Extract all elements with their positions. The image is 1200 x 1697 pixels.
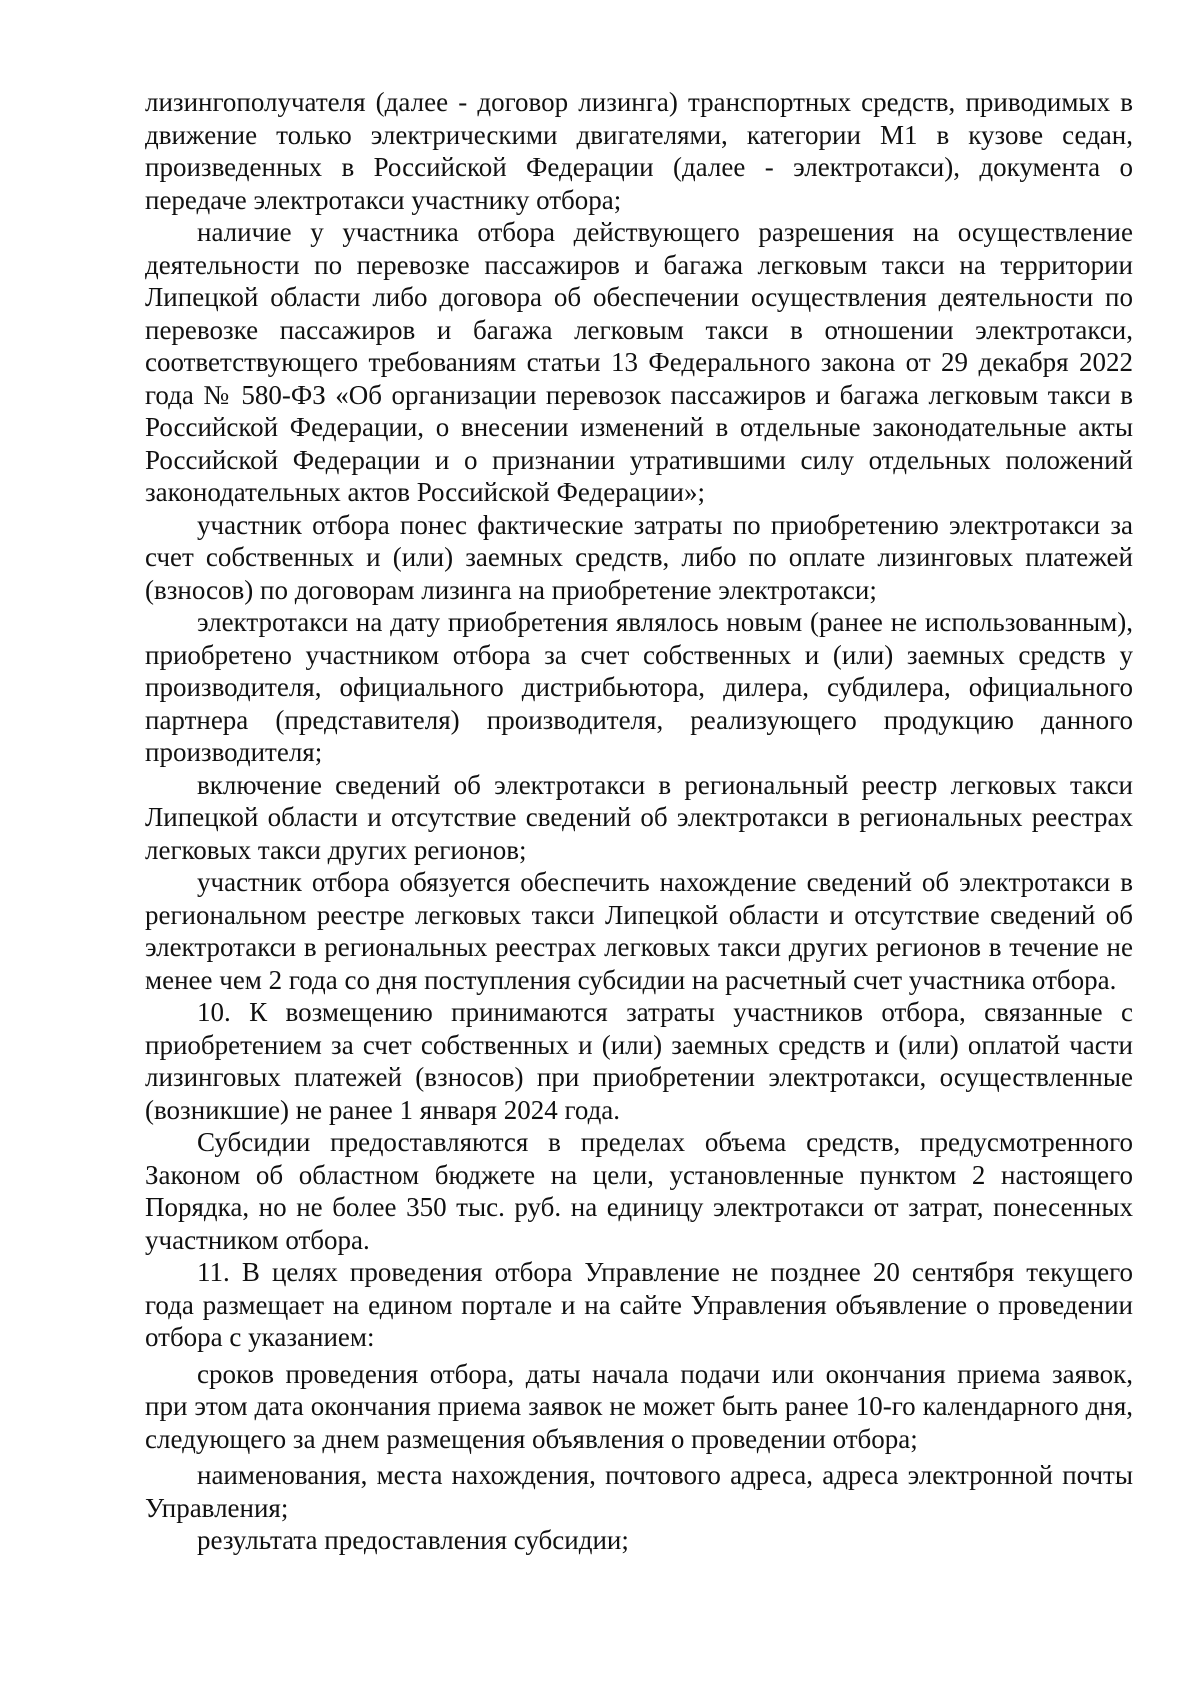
document-page (145, 86, 1133, 1557)
paragraph-subsidy-limit: Субсидии предоставляются в пределах объема средств, предусмотренного Законом об областном бюджете на цели, установленные пунктом 2 настоящего Порядка, но не более 350 тыс. руб. на единицу электротакси от затрат, понесенных участником отбора. (145, 1127, 1133, 1255)
paragraph-result: результата предоставления субсидии; (197, 1525, 629, 1555)
paragraph-new-vehicle: электротакси на дату приобретения являлось новым (ранее не использованным), приобретено участником отбора за счет собственных и (или) заемных средств у производителя, официального дистрибьютора, дилера, субдилера, официального партнера (представителя) производителя, реализующего продукцию данного производителя; (145, 607, 1133, 767)
paragraph-deadlines: сроков проведения отбора, даты начала подачи или окончания приема заявок, при этом дата окончания приема заявок не может быть ранее 10-го календарного дня, следующего за днем размещения объявления о проведении отбора; (145, 1358, 1133, 1454)
paragraph-permit-requirement: наличие у участника отбора действующего разрешения на осуществление деятельности по перевозке пассажиров и багажа легковым такси на территории Липецкой области либо договора об обеспечении осуществления деятельности по перевозке пассажиров и багажа легковым такси в отношении электротакси, соответствующего требованиям статьи 13 Федерального закона от 29 декабря 2022 года № 580-ФЗ «Об организации перевозок пассажиров и багажа легковым такси в Российской Федерации, о внесении изменений в отдельные законодательные акты Российской Федерации и о признании утратившими силу отдельных положений законодательных актов Российской Федерации»; (145, 217, 1133, 507)
paragraph-lessee-continuation: лизингополучателя (далее - договор лизинга) транспортных средств, приводимых в движение только электрическими двигателями, категории М1 в кузове седан, произведенных в Российской Федерации (далее - электротакси), документа о передаче электротакси участнику отбора; (145, 87, 1133, 215)
paragraph-item-11: 11. В целях проведения отбора Управление не позднее 20 сентября текущего года размещает на едином портале и на сайте Управления объявление о проведении отбора с указанием: (145, 1257, 1133, 1352)
paragraph-registry-inclusion: включение сведений об электротакси в региональный реестр легковых такси Липецкой области и отсутствие сведений об электротакси в региональных реестрах легковых такси других регионов; (145, 769, 1133, 865)
paragraph-item-10: 10. К возмещению принимаются затраты участников отбора, связанные с приобретением за счет собственных и (или) заемных средств и (или) оплатой части лизинговых платежей (взносов) при приобретении электротакси, осуществленные (возникшие) не ранее 1 января 2024 года. (145, 997, 1133, 1125)
paragraph-registry-obligation: участник отбора обязуется обеспечить нахождение сведений об электротакси в региональном реестре легковых такси Липецкой области и отсутствие сведений об электротакси в региональных реестрах легковых такси других регионов в течение не менее чем 2 года со дня поступления субсидии на расчетный счет участника отбора. (145, 867, 1133, 995)
paragraph-contacts: наименования, места нахождения, почтового адреса, адреса электронной почты Управления; (145, 1460, 1133, 1523)
paragraph-actual-costs: участник отбора понес фактические затраты по приобретению электротакси за счет собственных и (или) заемных средств, либо по оплате лизинговых платежей (взносов) по договорам лизинга на приобретение электротакси; (145, 509, 1133, 605)
